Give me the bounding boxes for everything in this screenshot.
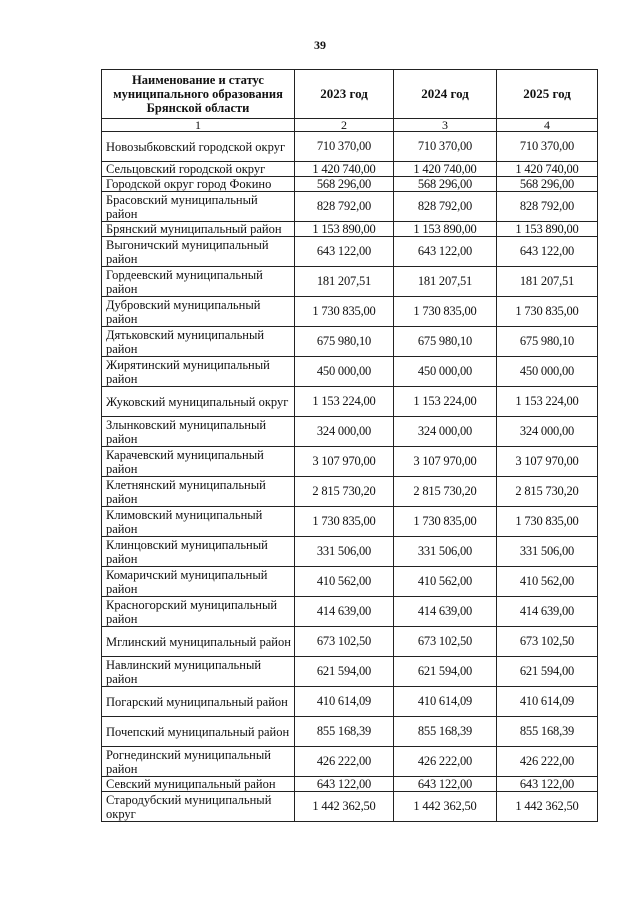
amount-2024: 1 730 835,00	[394, 297, 497, 327]
column-number: 1	[102, 119, 295, 132]
amount-2024: 1 153 224,00	[394, 387, 497, 417]
table-row	[102, 777, 598, 792]
table-header-row	[102, 70, 598, 119]
municipality-name: Навлинский муниципальный район	[102, 657, 295, 687]
amount-2025: 3 107 970,00	[497, 447, 598, 477]
table-row	[102, 717, 598, 747]
amount-2024: 643 122,00	[394, 777, 497, 792]
amount-2023: 2 815 730,20	[295, 477, 394, 507]
amount-2023: 568 296,00	[295, 177, 394, 192]
amount-2024: 828 792,00	[394, 192, 497, 222]
amount-2023: 1 153 224,00	[295, 387, 394, 417]
municipality-name: Брянский муниципальный район	[102, 222, 295, 237]
table-row	[102, 507, 598, 537]
municipality-name: Городской округ город Фокино	[102, 177, 295, 192]
amount-2025: 568 296,00	[497, 177, 598, 192]
table-row	[102, 627, 598, 657]
amount-2025: 855 168,39	[497, 717, 598, 747]
amount-2024: 1 153 890,00	[394, 222, 497, 237]
municipality-name: Дубровский муниципальный район	[102, 297, 295, 327]
table-row	[102, 747, 598, 777]
municipality-name: Злынковский муниципальный район	[102, 417, 295, 447]
amount-2024: 410 562,00	[394, 567, 497, 597]
municipality-name: Комаричский муниципальный район	[102, 567, 295, 597]
amount-2025: 675 980,10	[497, 327, 598, 357]
amount-2025: 643 122,00	[497, 777, 598, 792]
amount-2025: 331 506,00	[497, 537, 598, 567]
table-row	[102, 267, 598, 297]
municipality-name: Выгоничский муниципальный район	[102, 237, 295, 267]
amount-2024: 426 222,00	[394, 747, 497, 777]
header-municipality: Наименование и статус муниципального образования Брянской области	[102, 70, 295, 119]
amount-2025: 2 815 730,20	[497, 477, 598, 507]
amount-2024: 1 730 835,00	[394, 507, 497, 537]
municipality-name: Рогнединский муниципальный район	[102, 747, 295, 777]
column-number: 3	[394, 119, 497, 132]
amount-2025: 426 222,00	[497, 747, 598, 777]
municipality-name: Жуковский муниципальный округ	[102, 387, 295, 417]
municipality-name: Дятьковский муниципальный район	[102, 327, 295, 357]
amount-2025: 1 420 740,00	[497, 162, 598, 177]
amount-2023: 673 102,50	[295, 627, 394, 657]
amount-2024: 414 639,00	[394, 597, 497, 627]
amount-2023: 1 442 362,50	[295, 792, 394, 822]
municipality-name: Красногорский муниципальный район	[102, 597, 295, 627]
amount-2025: 1 730 835,00	[497, 297, 598, 327]
municipality-name: Севский муниципальный район	[102, 777, 295, 792]
amount-2024: 710 370,00	[394, 132, 497, 162]
header-year-2025: 2025 год	[497, 70, 598, 119]
table-row	[102, 687, 598, 717]
column-number: 4	[497, 119, 598, 132]
amount-2024: 181 207,51	[394, 267, 497, 297]
amount-2024: 855 168,39	[394, 717, 497, 747]
column-number: 2	[295, 119, 394, 132]
amount-2024: 331 506,00	[394, 537, 497, 567]
municipality-name: Брасовский муниципальный район	[102, 192, 295, 222]
amount-2023: 450 000,00	[295, 357, 394, 387]
municipality-name: Мглинский муниципальный район	[102, 627, 295, 657]
amount-2024: 568 296,00	[394, 177, 497, 192]
amount-2023: 414 639,00	[295, 597, 394, 627]
table-row	[102, 132, 598, 162]
amount-2024: 2 815 730,20	[394, 477, 497, 507]
amount-2025: 410 562,00	[497, 567, 598, 597]
amount-2023: 181 207,51	[295, 267, 394, 297]
municipality-name: Новозыбковский городской округ	[102, 132, 295, 162]
municipal-funding-table	[101, 69, 598, 822]
amount-2023: 643 122,00	[295, 237, 394, 267]
municipality-name: Почепский муниципальный район	[102, 717, 295, 747]
municipality-name: Стародубский муниципальный округ	[102, 792, 295, 822]
amount-2023: 1 730 835,00	[295, 297, 394, 327]
amount-2025: 673 102,50	[497, 627, 598, 657]
amount-2024: 673 102,50	[394, 627, 497, 657]
table-row	[102, 792, 598, 822]
amount-2025: 324 000,00	[497, 417, 598, 447]
amount-2023: 410 562,00	[295, 567, 394, 597]
amount-2025: 1 153 890,00	[497, 222, 598, 237]
amount-2023: 1 730 835,00	[295, 507, 394, 537]
table-row	[102, 192, 598, 222]
amount-2024: 410 614,09	[394, 687, 497, 717]
municipality-name: Сельцовский городской округ	[102, 162, 295, 177]
table-row	[102, 417, 598, 447]
municipality-name: Жирятинский муниципальный район	[102, 357, 295, 387]
table-row	[102, 387, 598, 417]
amount-2023: 828 792,00	[295, 192, 394, 222]
table-row	[102, 447, 598, 477]
amount-2025: 450 000,00	[497, 357, 598, 387]
amount-2023: 426 222,00	[295, 747, 394, 777]
amount-2025: 643 122,00	[497, 237, 598, 267]
municipality-name: Клинцовский муниципальный район	[102, 537, 295, 567]
amount-2023: 855 168,39	[295, 717, 394, 747]
table-row	[102, 297, 598, 327]
amount-2025: 1 730 835,00	[497, 507, 598, 537]
amount-2025: 710 370,00	[497, 132, 598, 162]
amount-2025: 410 614,09	[497, 687, 598, 717]
page-number: 39	[314, 38, 326, 52]
amount-2023: 710 370,00	[295, 132, 394, 162]
header-year-2024: 2024 год	[394, 70, 497, 119]
amount-2025: 621 594,00	[497, 657, 598, 687]
table-row	[102, 537, 598, 567]
amount-2024: 324 000,00	[394, 417, 497, 447]
table-row	[102, 597, 598, 627]
table-row	[102, 327, 598, 357]
amount-2023: 621 594,00	[295, 657, 394, 687]
amount-2024: 3 107 970,00	[394, 447, 497, 477]
amount-2024: 675 980,10	[394, 327, 497, 357]
amount-2024: 1 442 362,50	[394, 792, 497, 822]
table-row	[102, 357, 598, 387]
amount-2023: 3 107 970,00	[295, 447, 394, 477]
table-row	[102, 177, 598, 192]
amount-2023: 643 122,00	[295, 777, 394, 792]
amount-2025: 181 207,51	[497, 267, 598, 297]
amount-2024: 643 122,00	[394, 237, 497, 267]
amount-2024: 450 000,00	[394, 357, 497, 387]
amount-2023: 324 000,00	[295, 417, 394, 447]
column-numbers-row	[102, 119, 598, 132]
table-row	[102, 237, 598, 267]
amount-2023: 1 420 740,00	[295, 162, 394, 177]
municipality-name: Гордеевский муниципальный район	[102, 267, 295, 297]
table-row	[102, 222, 598, 237]
municipality-name: Климовский муниципальный район	[102, 507, 295, 537]
amount-2023: 1 153 890,00	[295, 222, 394, 237]
amount-2024: 1 420 740,00	[394, 162, 497, 177]
municipality-name: Погарский муниципальный район	[102, 687, 295, 717]
amount-2023: 675 980,10	[295, 327, 394, 357]
amount-2025: 414 639,00	[497, 597, 598, 627]
table-row	[102, 162, 598, 177]
municipality-name: Клетнянский муниципальный район	[102, 477, 295, 507]
amount-2024: 621 594,00	[394, 657, 497, 687]
amount-2025: 1 153 224,00	[497, 387, 598, 417]
amount-2025: 828 792,00	[497, 192, 598, 222]
municipality-name: Карачевский муниципальный район	[102, 447, 295, 477]
table-row	[102, 477, 598, 507]
table-row	[102, 657, 598, 687]
header-year-2023: 2023 год	[295, 70, 394, 119]
amount-2025: 1 442 362,50	[497, 792, 598, 822]
amount-2023: 331 506,00	[295, 537, 394, 567]
table-row	[102, 567, 598, 597]
amount-2023: 410 614,09	[295, 687, 394, 717]
